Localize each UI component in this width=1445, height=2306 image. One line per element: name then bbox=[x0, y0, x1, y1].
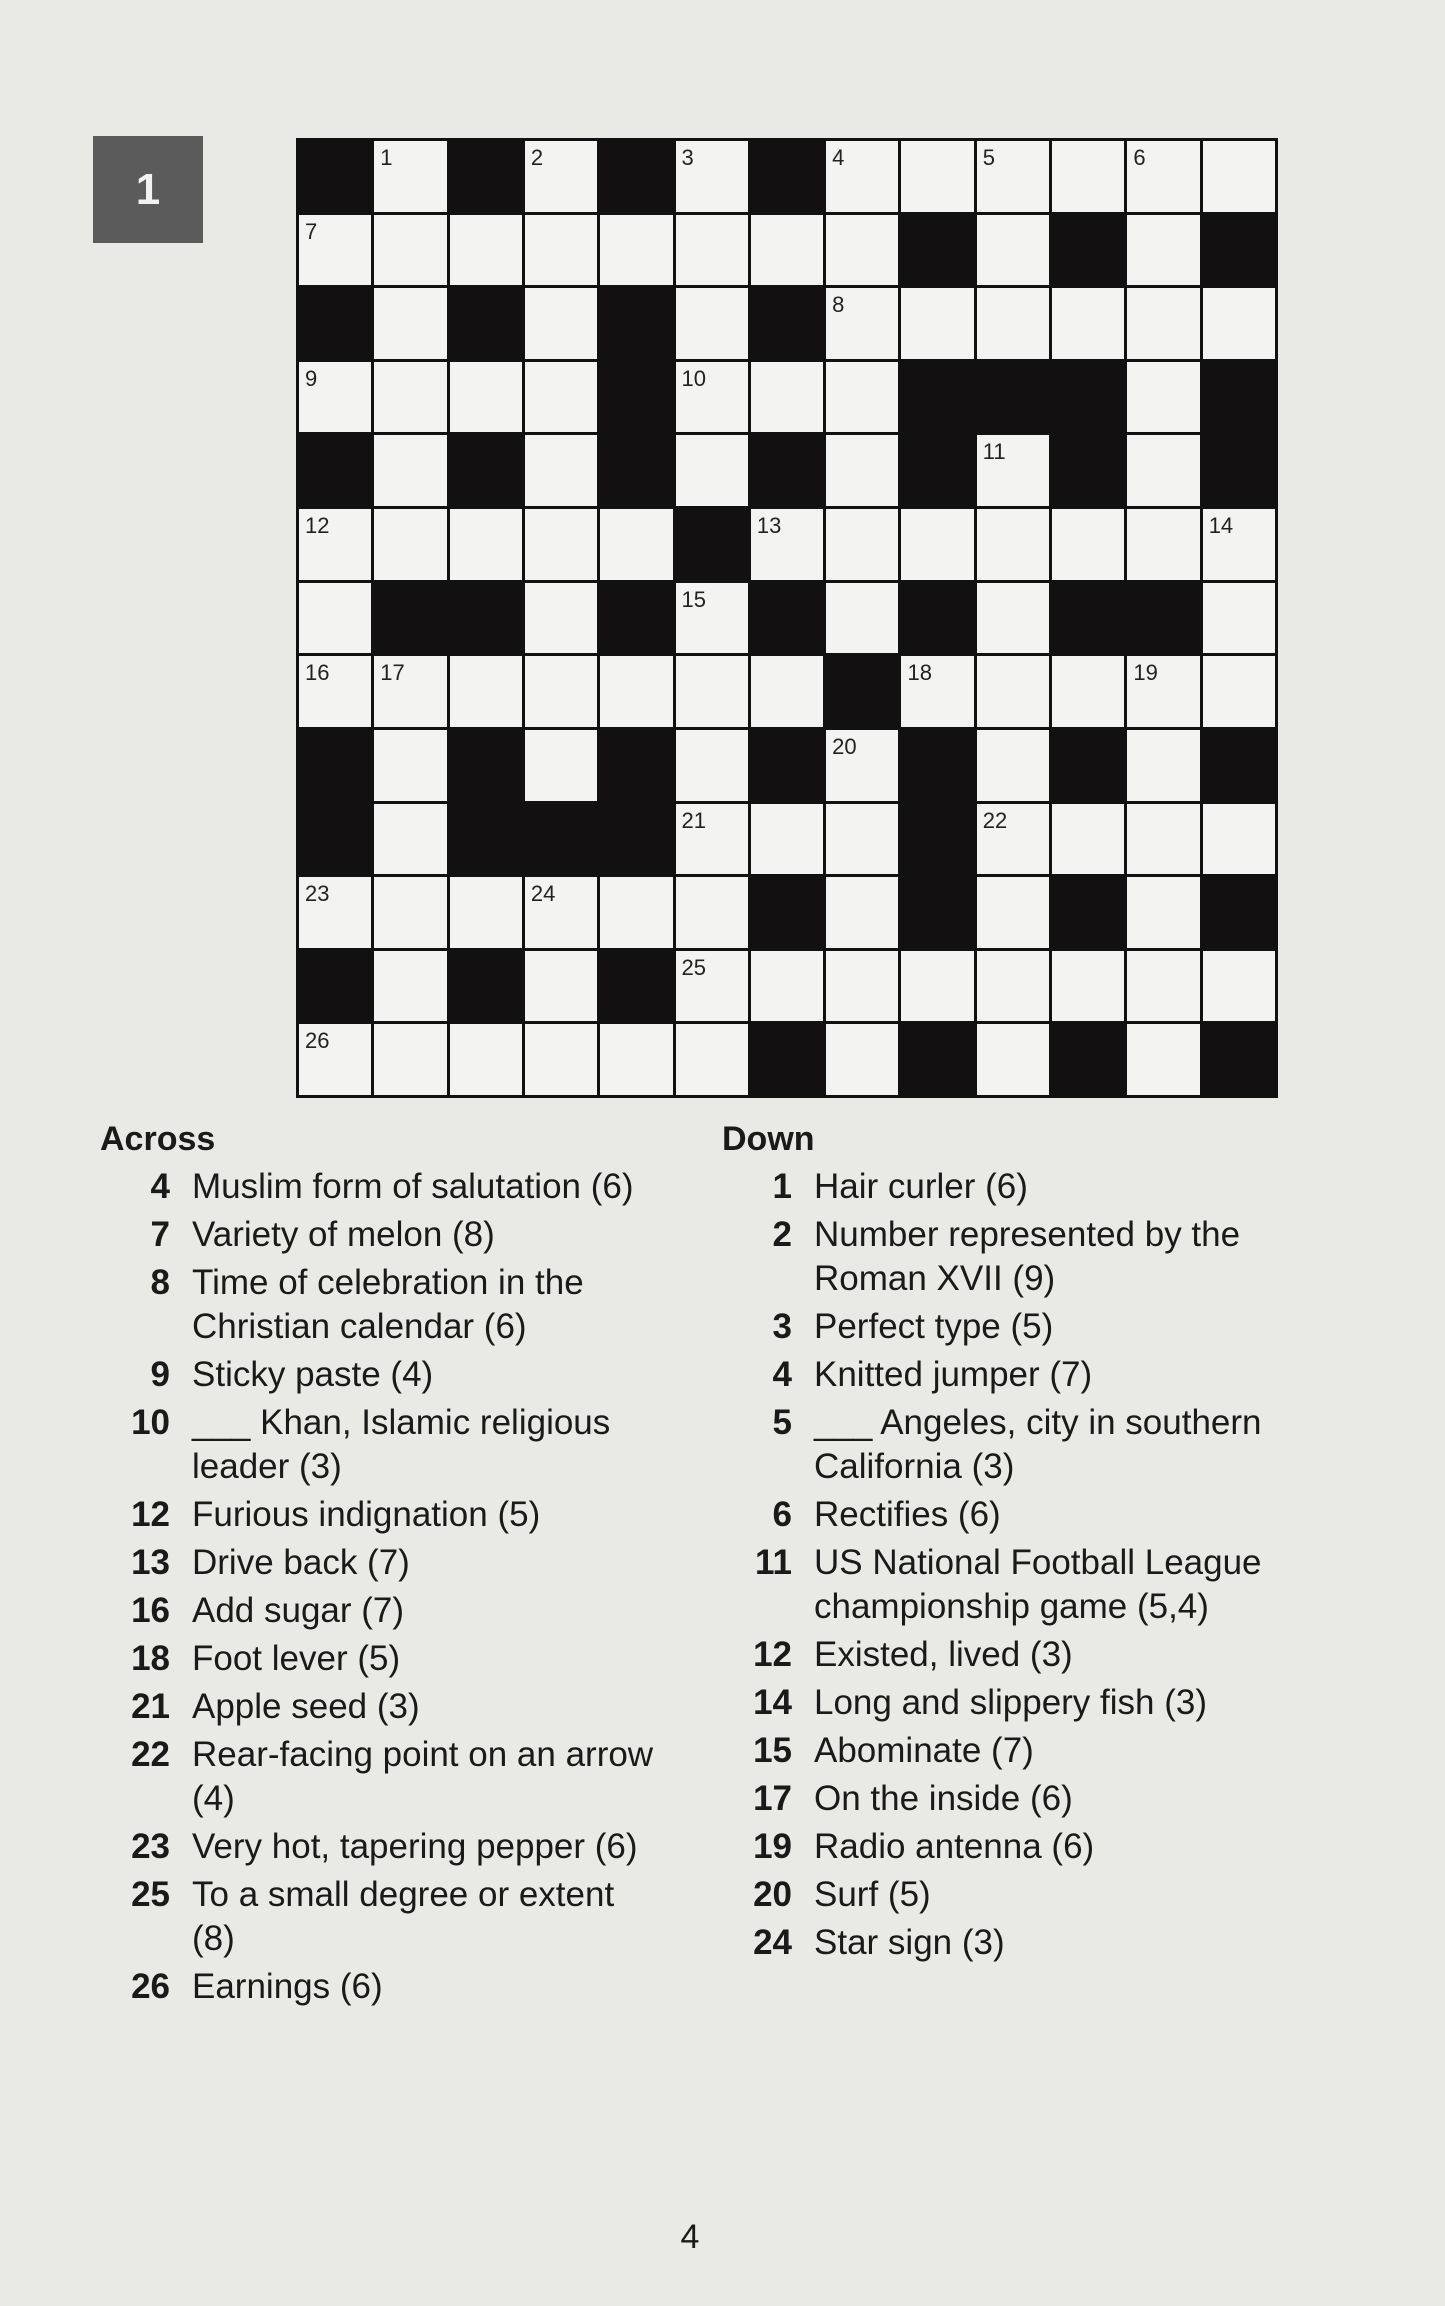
grid-cell-black bbox=[676, 509, 748, 580]
grid-cell[interactable] bbox=[299, 362, 371, 433]
clue-number: 25 bbox=[131, 1875, 170, 1914]
grid-cell[interactable] bbox=[525, 362, 597, 433]
clue-text: Rectifies (6) bbox=[814, 1495, 1001, 1534]
clue-text: Furious indignation (5) bbox=[192, 1495, 541, 1534]
clue-number: 4 bbox=[150, 1167, 170, 1206]
grid-cell[interactable] bbox=[1203, 656, 1275, 727]
grid-cell[interactable] bbox=[374, 804, 446, 875]
grid-cell[interactable] bbox=[826, 1024, 898, 1095]
across-clue bbox=[100, 1493, 660, 1537]
clue-text: Variety of melon (8) bbox=[192, 1215, 495, 1254]
clue-text: Very hot, tapering pepper (6) bbox=[192, 1827, 638, 1866]
grid-cell[interactable] bbox=[826, 877, 898, 948]
grid-cell-black bbox=[299, 288, 371, 359]
clue-number: 20 bbox=[753, 1875, 792, 1914]
grid-cell[interactable] bbox=[1203, 804, 1275, 875]
grid-cell[interactable] bbox=[1052, 656, 1124, 727]
grid-cell[interactable] bbox=[374, 730, 446, 801]
clue-text: Hair curler (6) bbox=[814, 1167, 1028, 1206]
grid-cell-black bbox=[450, 288, 522, 359]
grid-cell[interactable] bbox=[450, 509, 522, 580]
grid-cell[interactable] bbox=[1203, 509, 1275, 580]
grid-cell-black bbox=[751, 583, 823, 654]
clue-number-label: 19 bbox=[1133, 660, 1158, 686]
grid-cell-black bbox=[1052, 583, 1124, 654]
grid-cell-black bbox=[299, 435, 371, 506]
grid-cell[interactable] bbox=[600, 1024, 672, 1095]
down-clue bbox=[722, 1681, 1282, 1725]
grid-cell[interactable] bbox=[1127, 215, 1199, 286]
grid-cell[interactable] bbox=[525, 288, 597, 359]
clue-number-label: 20 bbox=[832, 733, 857, 759]
grid-cell-black bbox=[600, 435, 672, 506]
grid-cell[interactable] bbox=[676, 951, 748, 1022]
across-clue bbox=[100, 1873, 660, 1961]
grid-cell[interactable] bbox=[450, 656, 522, 727]
grid-cell[interactable] bbox=[826, 804, 898, 875]
grid-cell[interactable] bbox=[977, 877, 1049, 948]
grid-cell-black bbox=[751, 1024, 823, 1095]
grid-cell[interactable] bbox=[901, 509, 973, 580]
clue-text: Sticky paste (4) bbox=[192, 1355, 434, 1394]
clue-number: 6 bbox=[772, 1495, 792, 1534]
clue-number: 2 bbox=[772, 1215, 792, 1254]
clue-number: 8 bbox=[150, 1263, 170, 1302]
grid-cell[interactable] bbox=[450, 1024, 522, 1095]
clue-text: Surf (5) bbox=[814, 1875, 931, 1914]
grid-cell[interactable] bbox=[374, 877, 446, 948]
grid-cell[interactable] bbox=[977, 951, 1049, 1022]
clue-number: 11 bbox=[755, 1543, 792, 1582]
grid-cell[interactable] bbox=[1127, 730, 1199, 801]
clue-number: 14 bbox=[753, 1683, 792, 1722]
across-clue bbox=[100, 1685, 660, 1729]
clue-text: On the inside (6) bbox=[814, 1779, 1073, 1818]
grid-cell-black bbox=[450, 141, 522, 212]
clue-number: 3 bbox=[772, 1307, 792, 1346]
grid-cell[interactable] bbox=[1127, 877, 1199, 948]
grid-cell[interactable] bbox=[374, 141, 446, 212]
grid-cell[interactable] bbox=[676, 362, 748, 433]
clue-number: 26 bbox=[131, 1967, 170, 2006]
grid-cell-black bbox=[1203, 435, 1275, 506]
grid-cell[interactable] bbox=[676, 288, 748, 359]
clue-number-label: 1 bbox=[380, 145, 393, 170]
grid-cell[interactable] bbox=[525, 215, 597, 286]
grid-cell[interactable] bbox=[1203, 141, 1275, 212]
across-clue bbox=[100, 1261, 660, 1349]
grid-cell[interactable] bbox=[1127, 288, 1199, 359]
clue-number-label: 23 bbox=[305, 881, 330, 907]
grid-cell[interactable] bbox=[977, 509, 1049, 580]
down-heading: Down bbox=[722, 1120, 815, 1158]
grid-cell-black bbox=[600, 730, 672, 801]
grid-cell[interactable] bbox=[299, 509, 371, 580]
grid-cell[interactable] bbox=[977, 583, 1049, 654]
clue-text: US National Football League championship game (5,4) bbox=[814, 1543, 1262, 1626]
grid-cell-black bbox=[751, 435, 823, 506]
grid-cell-black bbox=[826, 656, 898, 727]
grid-cell-black bbox=[600, 362, 672, 433]
grid-cell-black bbox=[751, 730, 823, 801]
grid-cell[interactable] bbox=[826, 362, 898, 433]
grid-cell[interactable] bbox=[374, 362, 446, 433]
grid-cell[interactable] bbox=[826, 951, 898, 1022]
grid-cell-black bbox=[751, 141, 823, 212]
clue-number-label: 26 bbox=[305, 1028, 330, 1054]
page-number: 4 bbox=[680, 2218, 700, 2256]
grid-cell[interactable] bbox=[751, 509, 823, 580]
across-clue bbox=[100, 1353, 660, 1397]
grid-cell[interactable] bbox=[299, 877, 371, 948]
clue-number-label: 13 bbox=[756, 513, 782, 539]
grid-cell-black bbox=[751, 877, 823, 948]
clue-number-label: 16 bbox=[305, 660, 330, 686]
down-clue bbox=[722, 1921, 1282, 1965]
across-clue bbox=[100, 1213, 660, 1257]
down-clue bbox=[722, 1305, 1282, 1349]
clue-text: Apple seed (3) bbox=[192, 1687, 420, 1726]
grid-cell[interactable] bbox=[1127, 1024, 1199, 1095]
grid-cell-black bbox=[1052, 435, 1124, 506]
clue-number: 24 bbox=[753, 1923, 792, 1962]
grid-cell[interactable] bbox=[977, 730, 1049, 801]
clue-number: 12 bbox=[131, 1495, 170, 1534]
clue-number-label: 15 bbox=[681, 586, 707, 612]
across-clues bbox=[100, 1120, 660, 2013]
grid-cell-black bbox=[450, 804, 522, 875]
clue-number: 12 bbox=[753, 1635, 792, 1674]
grid-cell[interactable] bbox=[525, 730, 597, 801]
clue-number-label: 10 bbox=[681, 365, 707, 391]
grid-cell-black bbox=[600, 804, 672, 875]
grid-cell[interactable] bbox=[901, 656, 973, 727]
clue-number: 13 bbox=[131, 1543, 170, 1582]
grid-cell[interactable] bbox=[374, 951, 446, 1022]
grid-cell[interactable] bbox=[374, 435, 446, 506]
clue-number-label: 18 bbox=[907, 660, 932, 686]
across-clue bbox=[100, 1825, 660, 1869]
clue-text: Abominate (7) bbox=[814, 1731, 1034, 1770]
grid-cell[interactable] bbox=[826, 435, 898, 506]
clue-number-label: 25 bbox=[681, 954, 707, 980]
clue-number-label: 17 bbox=[380, 660, 405, 686]
grid-cell-black bbox=[1052, 877, 1124, 948]
clue-number-label: 5 bbox=[982, 145, 996, 170]
down-clue bbox=[722, 1729, 1282, 1773]
grid-cell[interactable] bbox=[525, 1024, 597, 1095]
grid-cell[interactable] bbox=[826, 509, 898, 580]
grid-cell-black bbox=[901, 730, 973, 801]
grid-cell-black bbox=[1203, 1024, 1275, 1095]
clue-number: 23 bbox=[131, 1827, 170, 1866]
grid-cell-black bbox=[901, 583, 973, 654]
clue-number-label: 7 bbox=[305, 218, 318, 244]
grid-cell[interactable] bbox=[1127, 804, 1199, 875]
across-heading: Across bbox=[100, 1120, 216, 1158]
grid-cell[interactable] bbox=[977, 141, 1049, 212]
grid-cell[interactable] bbox=[525, 656, 597, 727]
grid-cell[interactable] bbox=[374, 509, 446, 580]
clue-text: Long and slippery fish (3) bbox=[814, 1683, 1207, 1722]
grid-cell[interactable] bbox=[751, 215, 823, 286]
grid-cell-black bbox=[1127, 583, 1199, 654]
grid-cell[interactable] bbox=[525, 141, 597, 212]
across-clue bbox=[100, 1589, 660, 1633]
across-clue bbox=[100, 1965, 660, 2009]
grid-cell[interactable] bbox=[826, 583, 898, 654]
grid-cell-black bbox=[450, 951, 522, 1022]
down-clue bbox=[722, 1353, 1282, 1397]
clue-number-label: 3 bbox=[681, 145, 694, 170]
grid-cell[interactable] bbox=[600, 656, 672, 727]
grid-cell[interactable] bbox=[1052, 951, 1124, 1022]
grid-cell-black bbox=[901, 877, 973, 948]
grid-cell[interactable] bbox=[1127, 141, 1199, 212]
clue-number: 21 bbox=[131, 1687, 170, 1726]
clue-text: Add sugar (7) bbox=[192, 1591, 405, 1630]
down-clue bbox=[722, 1873, 1282, 1917]
grid-cell[interactable] bbox=[1127, 656, 1199, 727]
grid-cell-black bbox=[600, 951, 672, 1022]
grid-cell-black bbox=[901, 804, 973, 875]
grid-cell[interactable] bbox=[525, 877, 597, 948]
clue-text: Star sign (3) bbox=[814, 1923, 1005, 1962]
across-clue bbox=[100, 1637, 660, 1681]
grid-cell[interactable] bbox=[826, 288, 898, 359]
grid-cell[interactable] bbox=[1203, 288, 1275, 359]
grid-cell[interactable] bbox=[901, 141, 973, 212]
grid-cell-black bbox=[299, 804, 371, 875]
grid-cell[interactable] bbox=[374, 656, 446, 727]
grid-cell[interactable] bbox=[977, 435, 1049, 506]
grid-cell[interactable] bbox=[374, 215, 446, 286]
clue-number-label: 21 bbox=[681, 807, 707, 833]
grid-cell[interactable] bbox=[826, 215, 898, 286]
grid-cell[interactable] bbox=[676, 877, 748, 948]
clue-number-label: 6 bbox=[1133, 145, 1146, 170]
clue-number: 1 bbox=[772, 1167, 792, 1206]
grid-cell-black bbox=[901, 215, 973, 286]
grid-cell-black bbox=[1052, 730, 1124, 801]
clue-text: Time of celebration in the Christian calendar (6) bbox=[192, 1263, 584, 1346]
grid-cell-black bbox=[600, 288, 672, 359]
grid-cell[interactable] bbox=[1203, 951, 1275, 1022]
grid-cell-black bbox=[901, 362, 973, 433]
clue-text: Rear-facing point on an arrow (4) bbox=[192, 1735, 654, 1818]
across-clue bbox=[100, 1401, 660, 1489]
across-clue bbox=[100, 1165, 660, 1209]
clue-number: 22 bbox=[131, 1735, 170, 1774]
clue-number-label: 9 bbox=[305, 365, 318, 391]
across-clue-list bbox=[100, 1165, 660, 2009]
grid-cell-black bbox=[1203, 877, 1275, 948]
grid-cell[interactable] bbox=[676, 656, 748, 727]
grid-cell[interactable] bbox=[1052, 509, 1124, 580]
grid-cell[interactable] bbox=[1127, 951, 1199, 1022]
down-clue bbox=[722, 1213, 1282, 1301]
grid-cell-black bbox=[299, 951, 371, 1022]
grid-cell[interactable] bbox=[1127, 435, 1199, 506]
clue-number-label: 24 bbox=[530, 881, 556, 907]
grid-cell-black bbox=[977, 362, 1049, 433]
grid-cell[interactable] bbox=[676, 435, 748, 506]
grid-cell[interactable] bbox=[1052, 804, 1124, 875]
clue-number: 19 bbox=[753, 1827, 792, 1866]
clue-number-label: 4 bbox=[832, 145, 845, 170]
clue-text: ___ Angeles, city in southern California (3) bbox=[814, 1403, 1262, 1486]
down-clue bbox=[722, 1777, 1282, 1821]
grid-cell[interactable] bbox=[751, 951, 823, 1022]
grid-cell[interactable] bbox=[977, 656, 1049, 727]
grid-cell-black bbox=[1052, 362, 1124, 433]
clue-number: 15 bbox=[753, 1731, 792, 1770]
grid-cell[interactable] bbox=[826, 730, 898, 801]
grid-cell[interactable] bbox=[525, 509, 597, 580]
grid-cell[interactable] bbox=[751, 656, 823, 727]
grid-cell-black bbox=[1052, 215, 1124, 286]
grid-cell-black bbox=[751, 288, 823, 359]
clue-number: 4 bbox=[772, 1355, 792, 1394]
clue-number-label: 11 bbox=[982, 439, 1006, 465]
clue-text: Drive back (7) bbox=[192, 1543, 410, 1582]
clue-text: Earnings (6) bbox=[192, 1967, 383, 2006]
grid-cell-black bbox=[450, 435, 522, 506]
grid-cell[interactable] bbox=[751, 804, 823, 875]
grid-cell[interactable] bbox=[977, 804, 1049, 875]
grid-cell[interactable] bbox=[901, 951, 973, 1022]
clue-number: 7 bbox=[150, 1215, 170, 1254]
grid-cell[interactable] bbox=[374, 1024, 446, 1095]
puzzle-number-badge: 1 bbox=[93, 136, 203, 243]
clue-text: Number represented by the Roman XVII (9) bbox=[814, 1215, 1241, 1298]
grid-cell[interactable] bbox=[676, 804, 748, 875]
down-clue bbox=[722, 1541, 1282, 1629]
grid-cell[interactable] bbox=[374, 288, 446, 359]
grid-cell[interactable] bbox=[450, 362, 522, 433]
down-clue bbox=[722, 1401, 1282, 1489]
grid-cell-black bbox=[1203, 215, 1275, 286]
clue-number: 16 bbox=[131, 1591, 170, 1630]
grid-cell[interactable] bbox=[525, 951, 597, 1022]
grid-cell[interactable] bbox=[1052, 288, 1124, 359]
grid-cell[interactable] bbox=[1127, 509, 1199, 580]
clue-number-label: 22 bbox=[982, 807, 1008, 833]
clue-number: 10 bbox=[131, 1403, 170, 1442]
grid-cell[interactable] bbox=[600, 215, 672, 286]
clue-number-label: 8 bbox=[832, 292, 845, 318]
down-clue bbox=[722, 1493, 1282, 1537]
grid-cell[interactable] bbox=[676, 583, 748, 654]
grid-cell-black bbox=[299, 141, 371, 212]
grid-cell[interactable] bbox=[600, 509, 672, 580]
clue-text: To a small degree or extent (8) bbox=[192, 1875, 615, 1958]
clue-text: Foot lever (5) bbox=[192, 1639, 401, 1678]
grid-cell[interactable] bbox=[751, 362, 823, 433]
grid-cell[interactable] bbox=[600, 877, 672, 948]
across-clue bbox=[100, 1541, 660, 1585]
grid-cell[interactable] bbox=[676, 1024, 748, 1095]
down-clues bbox=[722, 1120, 1282, 1969]
grid-cell[interactable] bbox=[977, 288, 1049, 359]
grid-cell[interactable] bbox=[676, 141, 748, 212]
clue-number-label: 12 bbox=[305, 513, 330, 539]
grid-cell[interactable] bbox=[977, 215, 1049, 286]
grid-cell-black bbox=[1203, 362, 1275, 433]
clue-number: 17 bbox=[753, 1779, 792, 1818]
clue-number: 18 bbox=[131, 1639, 170, 1678]
grid-cell[interactable] bbox=[450, 215, 522, 286]
grid-cell[interactable] bbox=[525, 435, 597, 506]
clue-number-label: 2 bbox=[530, 145, 544, 170]
clue-number-label: 14 bbox=[1208, 513, 1234, 539]
grid-cell-black bbox=[600, 141, 672, 212]
clue-number: 9 bbox=[150, 1355, 170, 1394]
grid-cell[interactable] bbox=[1203, 583, 1275, 654]
grid-cell[interactable] bbox=[676, 215, 748, 286]
grid-cell[interactable] bbox=[450, 877, 522, 948]
grid-cell-black bbox=[1203, 730, 1275, 801]
crossword-grid bbox=[296, 138, 1278, 1098]
grid-cell-black bbox=[450, 583, 522, 654]
grid-cell[interactable] bbox=[299, 1024, 371, 1095]
down-clue-list bbox=[722, 1165, 1282, 1965]
grid-cell[interactable] bbox=[676, 730, 748, 801]
clue-text: Radio antenna (6) bbox=[814, 1827, 1095, 1866]
down-clue bbox=[722, 1165, 1282, 1209]
grid-cell[interactable] bbox=[525, 583, 597, 654]
grid-cell-black bbox=[299, 730, 371, 801]
grid-cell[interactable] bbox=[1127, 362, 1199, 433]
grid-cell[interactable] bbox=[826, 141, 898, 212]
grid-cell[interactable] bbox=[901, 288, 973, 359]
grid-cell-black bbox=[450, 730, 522, 801]
grid-cell-black bbox=[374, 583, 446, 654]
grid-cell[interactable] bbox=[1052, 141, 1124, 212]
clue-text: ___ Khan, Islamic religious leader (3) bbox=[192, 1403, 611, 1486]
down-clue bbox=[722, 1633, 1282, 1677]
grid-cell[interactable] bbox=[299, 215, 371, 286]
grid-cell[interactable] bbox=[977, 1024, 1049, 1095]
clue-number: 5 bbox=[772, 1403, 792, 1442]
grid-cell-black bbox=[901, 1024, 973, 1095]
down-clue bbox=[722, 1825, 1282, 1869]
clue-text: Knitted jumper (7) bbox=[814, 1355, 1093, 1394]
grid-cell-black bbox=[525, 804, 597, 875]
grid-cell-black bbox=[901, 435, 973, 506]
grid-cell[interactable] bbox=[299, 656, 371, 727]
clue-text: Muslim form of salutation (6) bbox=[192, 1167, 634, 1206]
grid-cell-black bbox=[1052, 1024, 1124, 1095]
grid-cell-black bbox=[600, 583, 672, 654]
grid-cell[interactable] bbox=[299, 583, 371, 654]
across-clue bbox=[100, 1733, 660, 1821]
clue-text: Perfect type (5) bbox=[814, 1307, 1054, 1346]
clue-text: Existed, lived (3) bbox=[814, 1635, 1073, 1674]
